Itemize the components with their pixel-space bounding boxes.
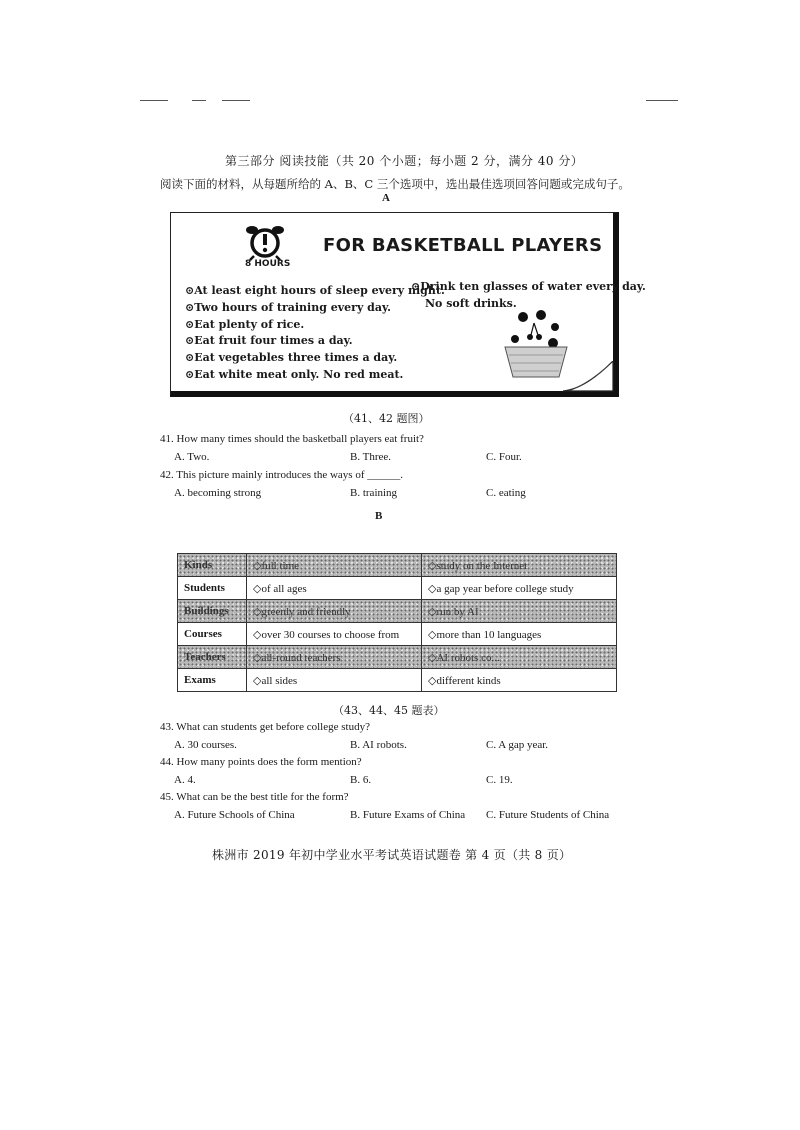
form-cell: ◇all-round teachers	[247, 646, 422, 669]
poster-item: ⊙Eat plenty of rice.	[185, 317, 305, 331]
form-cell: ◇of all ages	[247, 577, 422, 600]
page-curl-icon	[563, 361, 615, 393]
alarm-clock-icon	[243, 223, 287, 261]
poster-left-list	[185, 283, 445, 384]
option-43-a: A. 30 courses.	[174, 739, 237, 751]
poster-item: ⊙Eat white meat only. No red meat.	[185, 367, 404, 381]
poster-item: No soft drinks.	[425, 296, 517, 310]
option-44-b: B. 6.	[350, 774, 372, 786]
form-row	[178, 646, 617, 669]
form-row-key: Exams	[178, 669, 247, 692]
poster-item: ⊙Eat vegetables three times a day.	[185, 351, 398, 365]
option-44-a: A. 4.	[174, 774, 196, 786]
form-row-key: Teachers	[178, 646, 247, 669]
form-cell: ◇AI robots co...	[422, 646, 617, 669]
option-43-b: B. AI robots.	[350, 739, 407, 751]
scan-mark	[222, 100, 250, 101]
option-45-b: B. Future Exams of China	[350, 809, 466, 821]
option-45-c: C. Future Students of China	[486, 809, 610, 821]
scan-mark	[192, 100, 206, 101]
question-41: 41. How many times should the basketball players eat fruit?	[160, 433, 424, 445]
poster-item: ⊙At least eight hours of sleep every night.	[185, 284, 445, 297]
form-row	[178, 600, 617, 623]
caption-41-42: （41、42 题图）	[343, 412, 430, 425]
form-row-key: Students	[178, 577, 247, 600]
form-row	[178, 554, 617, 577]
instruction-text: 阅读下面的材料，从每题所给的 A、B、C 三个选项中，选出最佳选项回答问题或完成句子。	[160, 177, 630, 191]
form-cell: ◇greenly and friendly	[247, 600, 422, 623]
form-cell: ◇more than 10 languages	[422, 623, 617, 646]
question-45: 45. What can be the best title for the form?	[160, 791, 349, 803]
question-44: 44. How many points does the form mention?	[160, 756, 362, 768]
form-cell: ◇study on the Internet	[422, 554, 617, 577]
form-cell: ◇all sides	[247, 669, 422, 692]
future-school-form	[177, 553, 617, 692]
option-44-c: C. 19.	[486, 774, 513, 786]
question-43: 43. What can students get before college study?	[160, 721, 370, 733]
form-cell: ◇run by AI	[422, 600, 617, 623]
form-row-key: Courses	[178, 623, 247, 646]
option-41-a: A. Two.	[174, 451, 210, 463]
section-header: 第三部分 阅读技能（共 20 个小题；每小题 2 分，满分 40 分）	[225, 154, 584, 168]
option-43-c: C. A gap year.	[486, 739, 549, 751]
hours-label: 8 HOURS	[245, 259, 291, 269]
form-row-key: Buildings	[178, 600, 247, 623]
form-cell: ◇full time	[247, 554, 422, 577]
poster-item: ⊙Two hours of training every day.	[185, 300, 391, 314]
passage-a-letter: A	[382, 192, 390, 204]
option-45-a: A. Future Schools of China	[174, 809, 295, 821]
passage-b-letter: B	[375, 510, 383, 522]
form-row-key: Kinds	[178, 554, 247, 577]
form-cell: ◇over 30 courses to choose from	[247, 623, 422, 646]
poster-title: FOR BASKETBALL PLAYERS	[323, 235, 603, 256]
question-42: 42. This picture mainly introduces the ways of ______.	[160, 469, 403, 481]
option-41-b: B. Three.	[350, 451, 392, 463]
fruit-basket-icon	[501, 309, 571, 381]
scan-mark	[140, 100, 168, 101]
basketball-poster	[170, 212, 646, 397]
poster-right-list	[411, 279, 646, 312]
page-footer: 株洲市 2019 年初中学业水平考试英语试题卷 第 4 页（共 8 页）	[212, 848, 572, 862]
form-row	[178, 669, 617, 692]
option-42-a: A. becoming strong	[174, 487, 262, 499]
poster-item: ⊙Drink ten glasses of water every day.	[411, 280, 646, 293]
scan-mark	[646, 100, 678, 101]
option-42-c: C. eating	[486, 487, 526, 499]
poster-item: ⊙Eat fruit four times a day.	[185, 334, 353, 348]
option-41-c: C. Four.	[486, 451, 522, 463]
form-row	[178, 577, 617, 600]
option-42-b: B. training	[350, 487, 398, 499]
caption-43-45: （43、44、45 题表）	[333, 704, 445, 717]
form-cell: ◇a gap year before college study	[422, 577, 617, 600]
form-cell: ◇different kinds	[422, 669, 617, 692]
form-row	[178, 623, 617, 646]
